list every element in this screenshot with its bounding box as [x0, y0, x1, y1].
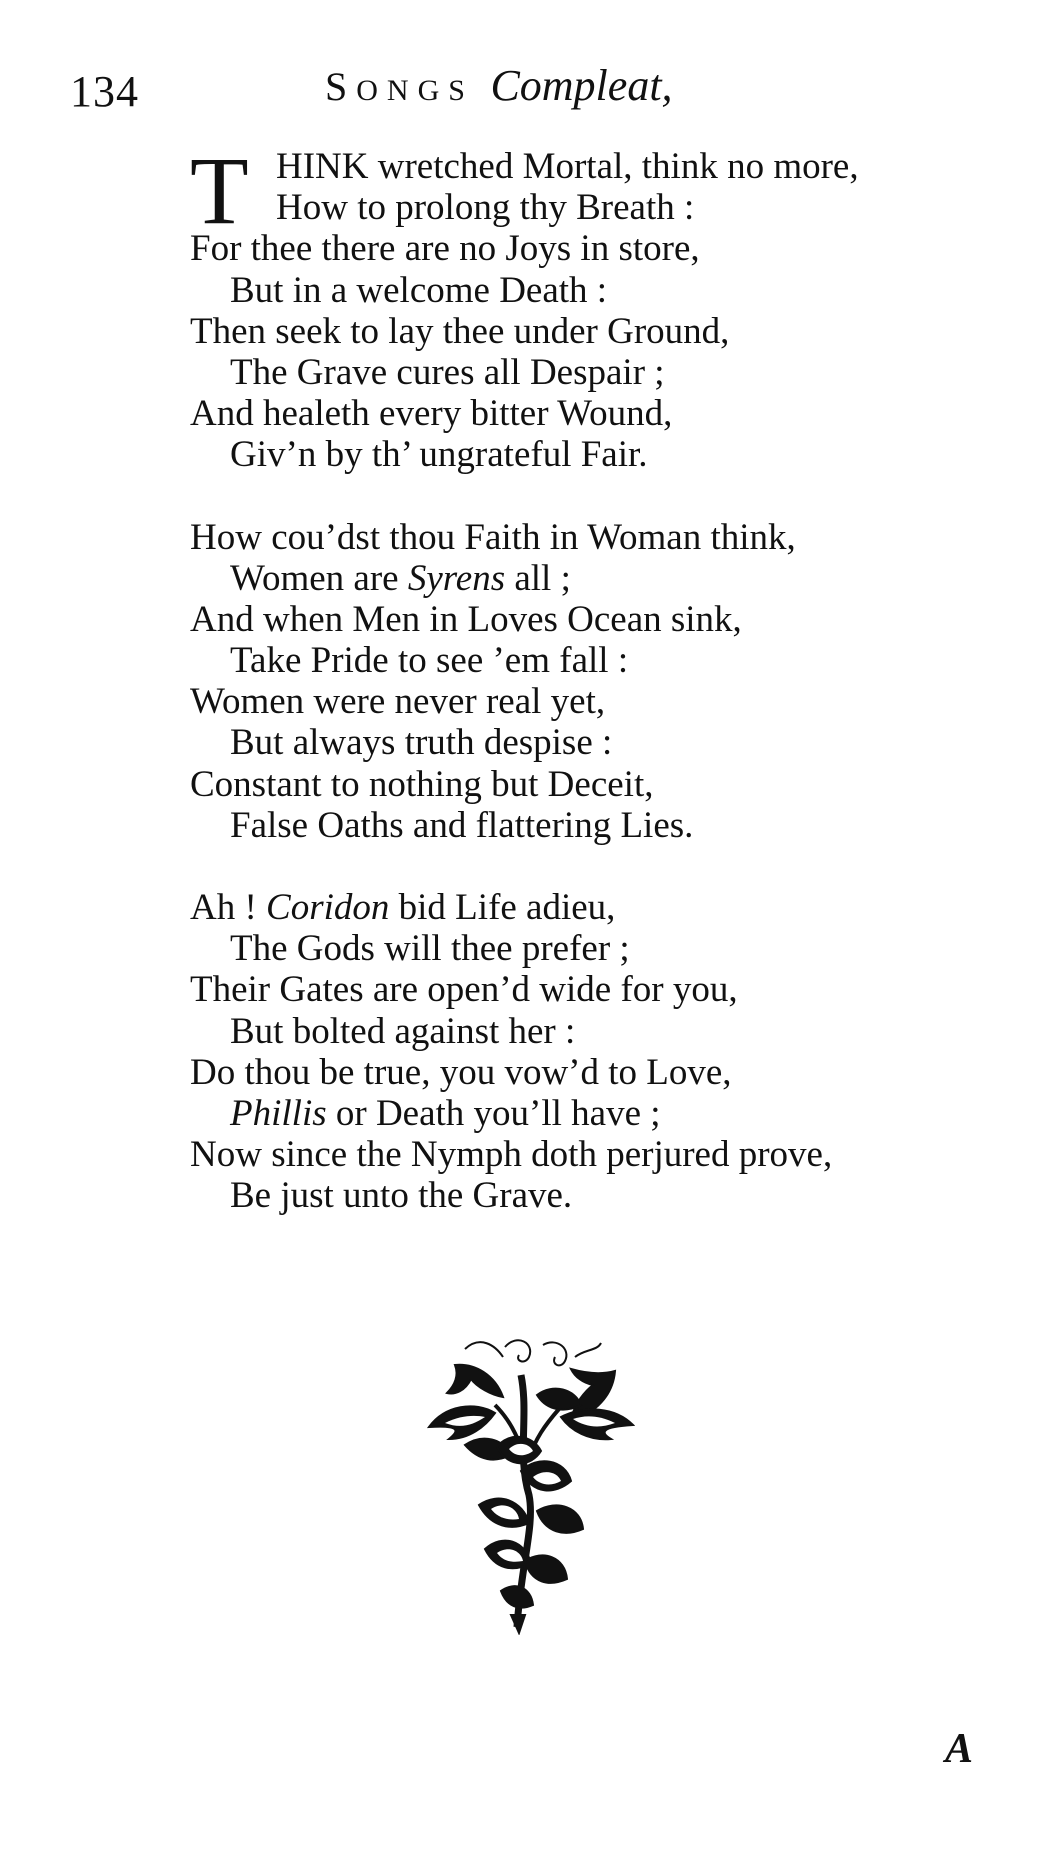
poem-line-text: or Death you’ll have ; — [326, 1092, 661, 1134]
running-title-smallcaps: ONGS — [356, 74, 474, 107]
page-number: 134 — [70, 67, 139, 116]
poem-line: False Oaths and flattering Lies. — [230, 804, 694, 846]
poem-line: Then seek to lay thee under Ground, — [190, 310, 730, 352]
poem-line: Women were never real yet, — [190, 681, 606, 723]
floral-vine-ornament-icon — [425, 1335, 635, 1635]
poem-line: Do thou be true, you vow’d to Love, — [190, 1051, 732, 1093]
running-title — [325, 60, 673, 111]
poem-line: Now since the Nymph doth perjured prove, — [190, 1134, 833, 1176]
poem-line: For thee there are no Joys in store, — [190, 228, 700, 270]
poem-line-text: Women are — [230, 557, 408, 599]
poem-line-text: all ; — [505, 557, 571, 599]
running-title-italic: Compleat, — [490, 61, 673, 110]
poem-line: How cou’dst thou Faith in Woman think, — [190, 516, 796, 558]
poem-line — [190, 887, 1010, 928]
italic-name: Syrens — [407, 557, 506, 599]
page-header — [0, 58, 1056, 118]
poem-line: Constant to nothing but Deceit, — [190, 763, 654, 805]
poem-line-text: HINK wretched Mortal, think no more, — [276, 146, 859, 187]
running-title-caps — [325, 64, 474, 109]
poem-line: The Grave cures all Despair ; — [230, 351, 665, 393]
running-title-capital: S — [325, 64, 357, 109]
poem-line: But in a welcome Death : — [230, 269, 608, 311]
stanza-2 — [190, 517, 1010, 847]
poem-line — [190, 1093, 1010, 1134]
poem-line: The Gods will thee prefer ; — [230, 928, 630, 970]
poem-line: And healeth every bitter Wound, — [190, 393, 673, 435]
italic-name: Phillis — [230, 1092, 327, 1134]
poem-line: Take Pride to see ’em fall : — [230, 640, 629, 682]
poem-line: But always truth despise : — [230, 722, 613, 764]
poem-line: And when Men in Loves Ocean sink, — [190, 598, 742, 640]
drop-cap: T — [190, 137, 249, 244]
poem-line: Their Gates are open’d wide for you, — [190, 969, 738, 1011]
catchword: A — [945, 1726, 974, 1772]
italic-name: Coridon — [266, 887, 390, 928]
poem-line — [190, 558, 1010, 599]
poem-line: But bolted against her : — [230, 1010, 576, 1052]
poem-line: Giv’n by th’ ungrateful Fair. — [230, 434, 648, 476]
stanza-3 — [190, 887, 1010, 1217]
poem-body — [190, 137, 1010, 1217]
poem-line: How to prolong thy Breath : — [276, 187, 695, 229]
poem-line-text: Ah ! — [190, 887, 267, 928]
poem-line: Be just unto the Grave. — [230, 1175, 573, 1217]
poem-line-text: bid Life adieu, — [389, 887, 616, 928]
stanza-1 — [190, 137, 1010, 476]
